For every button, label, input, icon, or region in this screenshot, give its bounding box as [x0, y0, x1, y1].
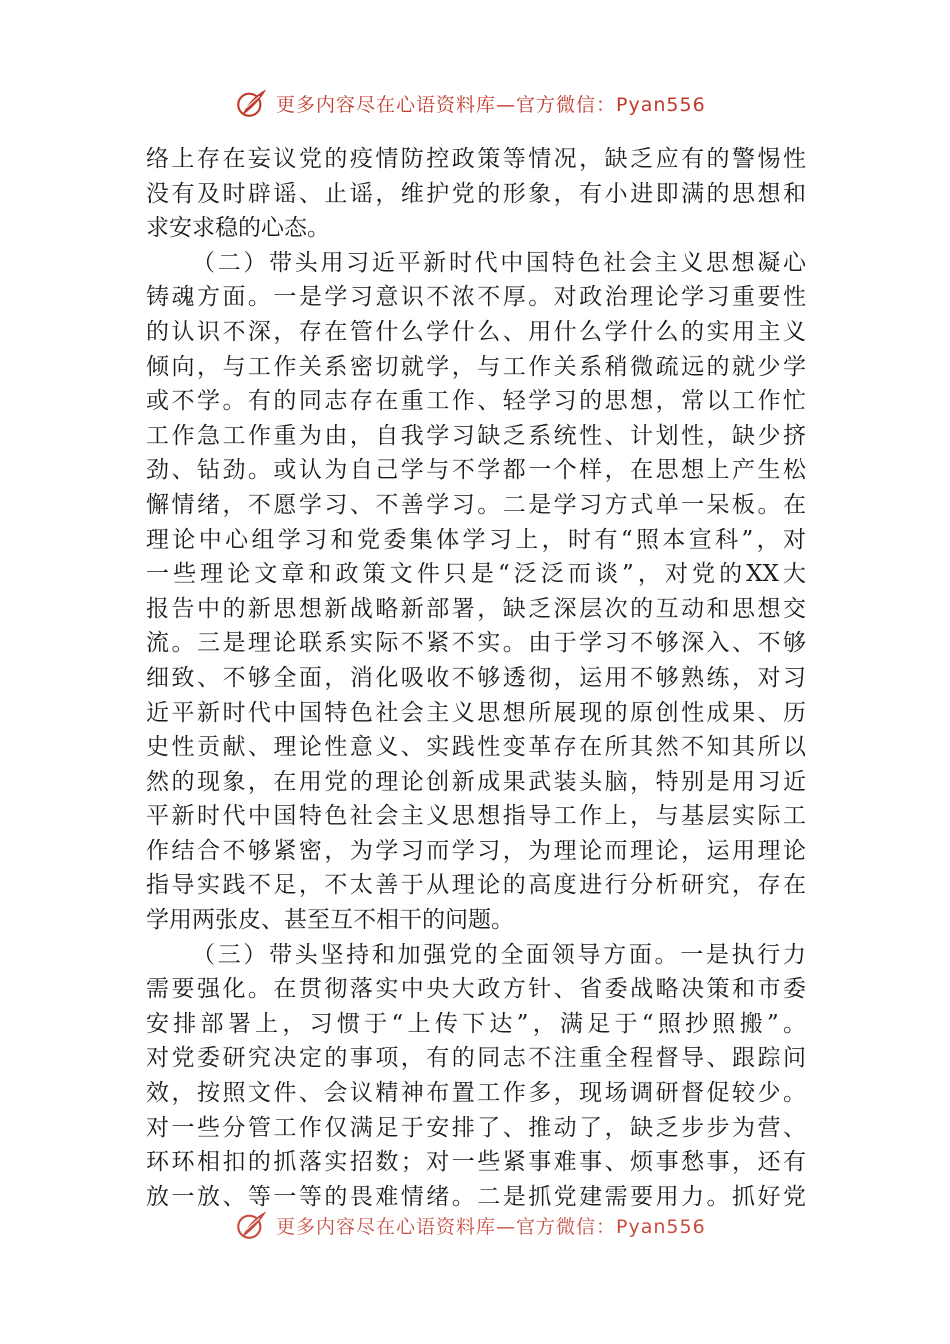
watermark-footer [234, 1208, 706, 1242]
section-heading-line: （三）带头坚持和加强党的全面领导方面。一是执行力 [192, 941, 806, 968]
text-line: 需要强化。在贯彻落实中央大政方针、省委战略决策和市委 [146, 976, 806, 1003]
text-line: 劲、钻劲。或认为自己学与不学都一个样，在思想上产生松 [146, 457, 806, 484]
text-line: 安排部署上，习惯于“上传下达”，满足于“照抄照搬”。 [146, 1010, 806, 1037]
text-line: 络上存在妄议党的疫情防控政策等情况，缺乏应有的警惕性 [146, 146, 806, 172]
text-line: 效，按照文件、会议精神布置工作多，现场调研督促较少。 [146, 1080, 806, 1107]
text-line: 作结合不够紧密，为学习而学习，为理论而理论，运用理论 [146, 837, 806, 864]
text-line: 倾向，与工作关系密切就学，与工作关系稍微疏远的就少学 [146, 353, 806, 380]
text-line: 懈情绪，不愿学习、不善学习。二是学习方式单一呆板。在 [146, 491, 806, 518]
text-line: 的认识不深，存在管什么学什么、用什么学什么的实用主义 [146, 318, 806, 345]
quill-logo-icon [234, 1208, 268, 1242]
quill-logo-icon [234, 86, 268, 120]
document-body [146, 142, 806, 1214]
text-line: 平新时代中国特色社会主义思想指导工作上，与基层实际工 [146, 803, 806, 830]
text-line: 放一放、等一等的畏难情绪。二是抓党建需要用力。抓好党 [146, 1183, 806, 1210]
text-line: 环环相扣的抓落实招数；对一些紧事难事、烦事愁事，还有 [146, 1149, 806, 1176]
watermark-text: 更多内容尽在心语资料库—官方微信：Pyan556 [276, 93, 706, 116]
text-line: 流。三是理论联系实际不紧不实。由于学习不够深入、不够 [146, 630, 806, 657]
text-line: 细致、不够全面，消化吸收不够透彻，运用不够熟练，对习 [146, 664, 806, 691]
text-line: 铸魂方面。一是学习意识不浓不厚。对政治理论学习重要性 [146, 284, 806, 311]
text-line: 指导实践不足，不太善于从理论的高度进行分析研究，存在 [146, 872, 806, 899]
text-line: 对一些分管工作仅满足于安排了、推动了，缺乏步步为营、 [146, 1114, 806, 1141]
watermark-text: 更多内容尽在心语资料库—官方微信：Pyan556 [276, 1215, 706, 1238]
text-line: 史性贡献、理论性意义、实践性变革存在所其然不知其所以 [146, 734, 806, 761]
text-line: 或不学。有的同志存在重工作、轻学习的思想，常以工作忙 [146, 388, 806, 415]
text-line: 一些理论文章和政策文件只是“泛泛而谈”，对党的XX大 [146, 561, 806, 588]
text-line: 然的现象，在用党的理论创新成果武装头脑，特别是用习近 [146, 768, 806, 795]
text-line: 对党委研究决定的事项，有的同志不注重全程督导、跟踪问 [146, 1045, 806, 1072]
watermark-header [234, 86, 706, 120]
text-line: 学用两张皮、甚至互不相干的问题。 [146, 907, 514, 934]
text-line: 近平新时代中国特色社会主义思想所展现的原创性成果、历 [146, 699, 806, 726]
text-line: 报告中的新思想新战略新部署，缺乏深层次的互动和思想交 [146, 595, 806, 622]
text-line: 没有及时辟谣、止谣，维护党的形象，有小进即满的思想和 [146, 180, 806, 207]
text-line: 工作急工作重为由，自我学习缺乏系统性、计划性，缺少挤 [146, 422, 806, 449]
text-line: 理论中心组学习和党委集体学习上，时有“照本宣科”，对 [146, 526, 806, 553]
section-heading-line: （二）带头用习近平新时代中国特色社会主义思想凝心 [192, 249, 806, 276]
text-line: 求安求稳的心态。 [146, 215, 330, 242]
